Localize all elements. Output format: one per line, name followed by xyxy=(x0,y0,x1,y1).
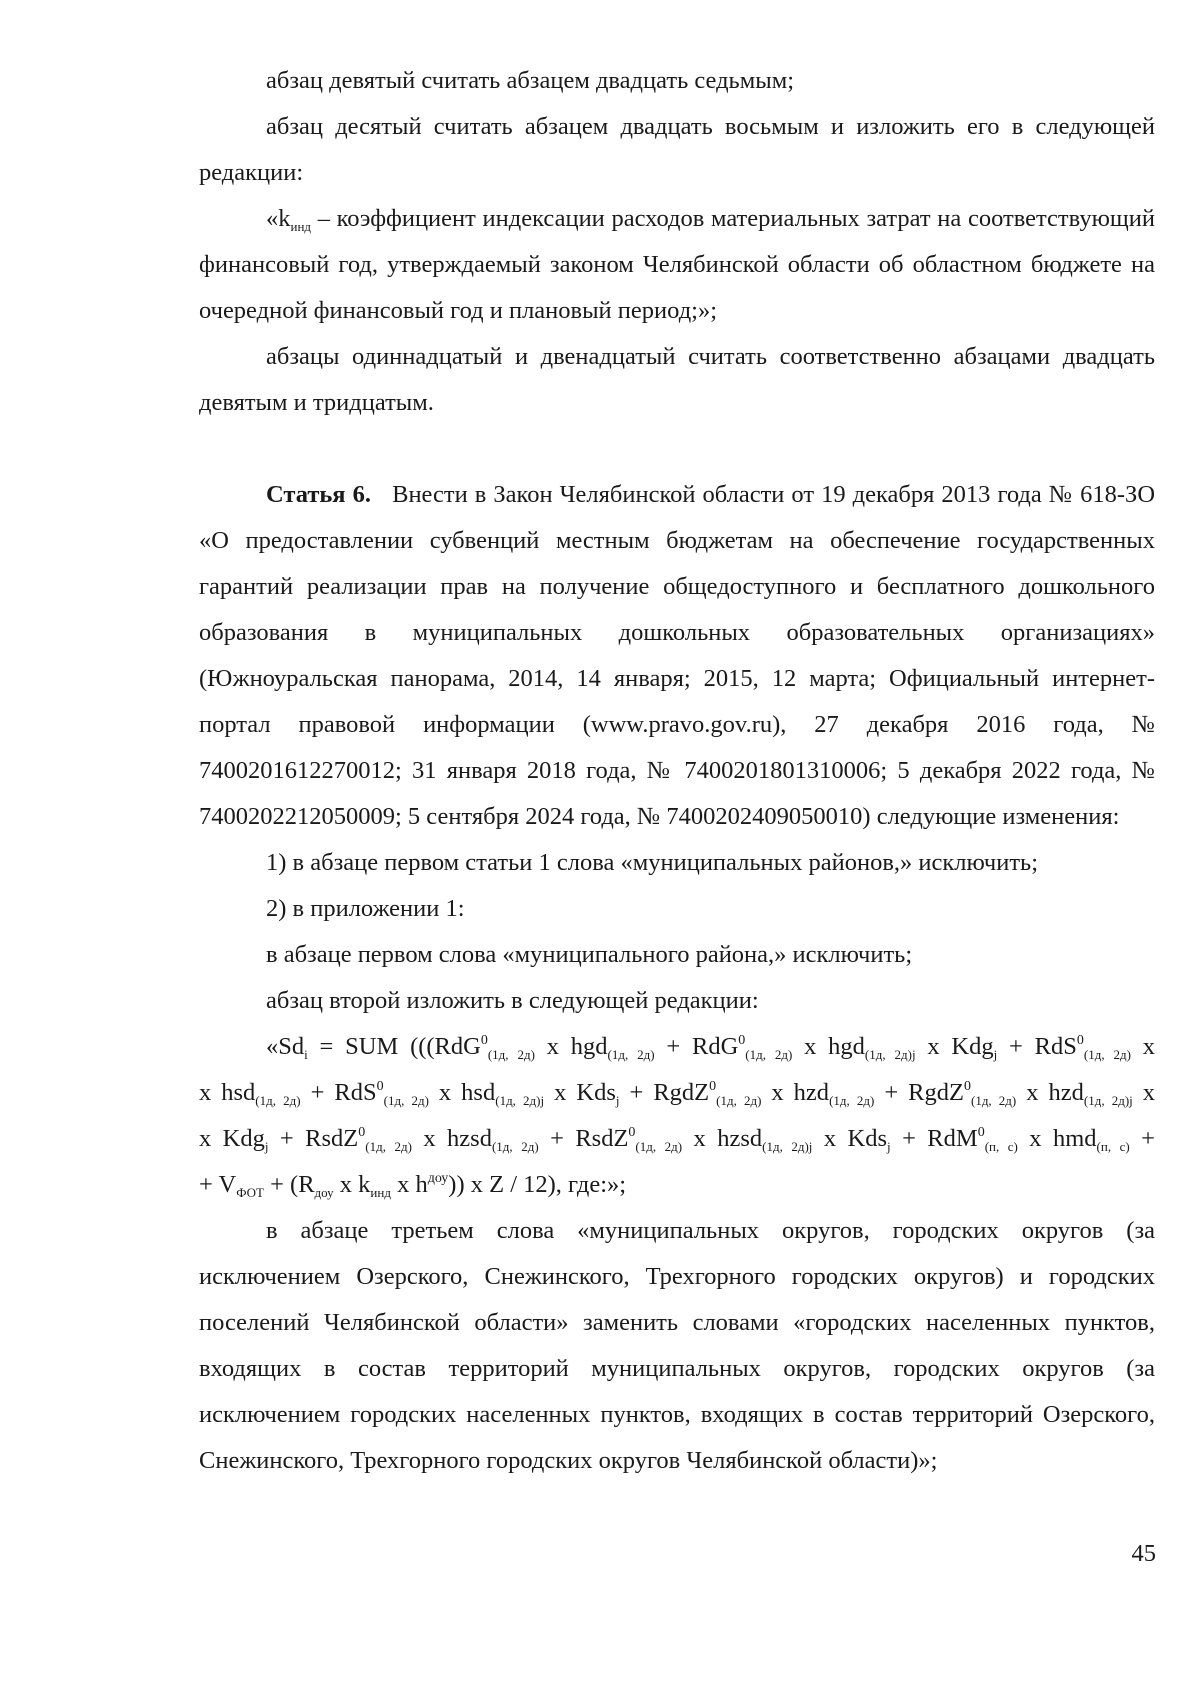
formula-line-3: x Kdg$_j$ + RsdZ$^0_{(1д, 2д)}$ x hzsd$_{(1д, 2д)}$ + RsdZ$^0_{(1д, 2д)}$ x hzsd$_{(1д, 2д)j}$ x Kds$_j$ + RdM$^0_{(п, с)}$ x hmd$_{(п, с)}$ + xyxy=(199,1125,1155,1154)
list-item-2a: в абзаце первом слова «муниципального района,» исключить; xyxy=(266,941,913,968)
list-item-2: 2) в приложении 1: xyxy=(266,895,465,922)
article-text: Внести в Закон Челябинской области от 19 декабря 2013 года № 618-ЗО «О предоставлении субвенций местным бюджетам на обеспечение государственных гарантий реализации прав на получение общедоступного и бесплатного дошкольного образования в муниципальных дошкольных образовательных организациях» (Южноуральская панорама, 2014, 14 января; 2015, 12 марта; Официальный интернет-портал правовой информации (www.pravo.gov.ru), 27 декабря 2016 года, № 7400201612270012; 31 января 2018 года, № 7400201801310006; 5 декабря 2022 года, № 7400202212050009; 5 сентября 2024 года, № 7400202409050010) следующие изменения: xyxy=(199,481,1156,830)
formula-line-1: «$Sd_i$ = SUM (((RdG$^0_{(1д, 2д)}$ x hgd$_{(1д, 2д)}$ + RdG$^0_{(1д, 2д)}$ x hgd$_{(1д, 2д)j}$ x Kdg$_j$ + RdS$^0_{(1д, 2д)}$ x xyxy=(266,1033,1156,1062)
paragraph-k-definition xyxy=(199,196,1155,334)
formula-line-2: x hsd$_{(1д, 2д)}$ + RdS$^0_{(1д, 2д)}$ x hsd$_{(1д, 2д)j}$ x Kds$_j$ + RgdZ$^0_{(1д, 2д)}$ x hzd$_{(1д, 2д)}$ + RgdZ$^0_{(1д, 2д)}$ x hzd$_{(1д, 2д)j}$ x xyxy=(199,1079,1156,1108)
list-item-2b: абзац второй изложить в следующей редакции: xyxy=(266,987,759,1014)
k-definition-text: – коэффициент индексации расходов материальных затрат на соответствующий финансовый год, утверждаемый законом Челябинской области об областном бюджете на очередной финансовый год и плановый период;»; xyxy=(199,205,1155,324)
spacer xyxy=(199,426,1155,472)
paragraph-third-replacement: в абзаце третьем слова «муниципальных округов, городских округов (за исключением Озерского, Снежинского, Трехгорного городских округов) и городских поселений Челябинской области» заменить словами «городских населенных пунктов, входящих в состав территорий муниципальных округов, городских округов (за исключением городских населенных пунктов, входящих в состав территорий Озерского, Снежинского, Трехгорного городских округов Челябинской области)»; xyxy=(199,1217,1155,1474)
article-label: Статья 6. xyxy=(266,481,371,508)
document-body xyxy=(199,58,1155,1484)
paragraph-tenth: абзац десятый считать абзацем двадцать восьмым и изложить его в следующей редакции: xyxy=(199,113,1155,186)
formula xyxy=(199,1024,1155,1208)
formula-line-4: + $V_{ФОТ} + (R_{доу}$ x $k_{инд}$ x $h^{доу}$)) x Z / 12), где:»; xyxy=(199,1171,627,1200)
k-subscript: инд xyxy=(290,219,312,234)
k-symbol: «k xyxy=(266,205,291,232)
article-6 xyxy=(199,472,1155,840)
page-number: 45 xyxy=(1131,1540,1156,1567)
list-item-1: 1) в абзаце первом статьи 1 слова «муниципальных районов,» исключить; xyxy=(266,849,1039,876)
paragraph-ninth: абзац девятый считать абзацем двадцать седьмым; xyxy=(266,67,795,94)
paragraph-eleventh-twelfth: абзацы одиннадцатый и двенадцатый считать соответственно абзацами двадцать девятым и тридцатым. xyxy=(199,343,1155,416)
